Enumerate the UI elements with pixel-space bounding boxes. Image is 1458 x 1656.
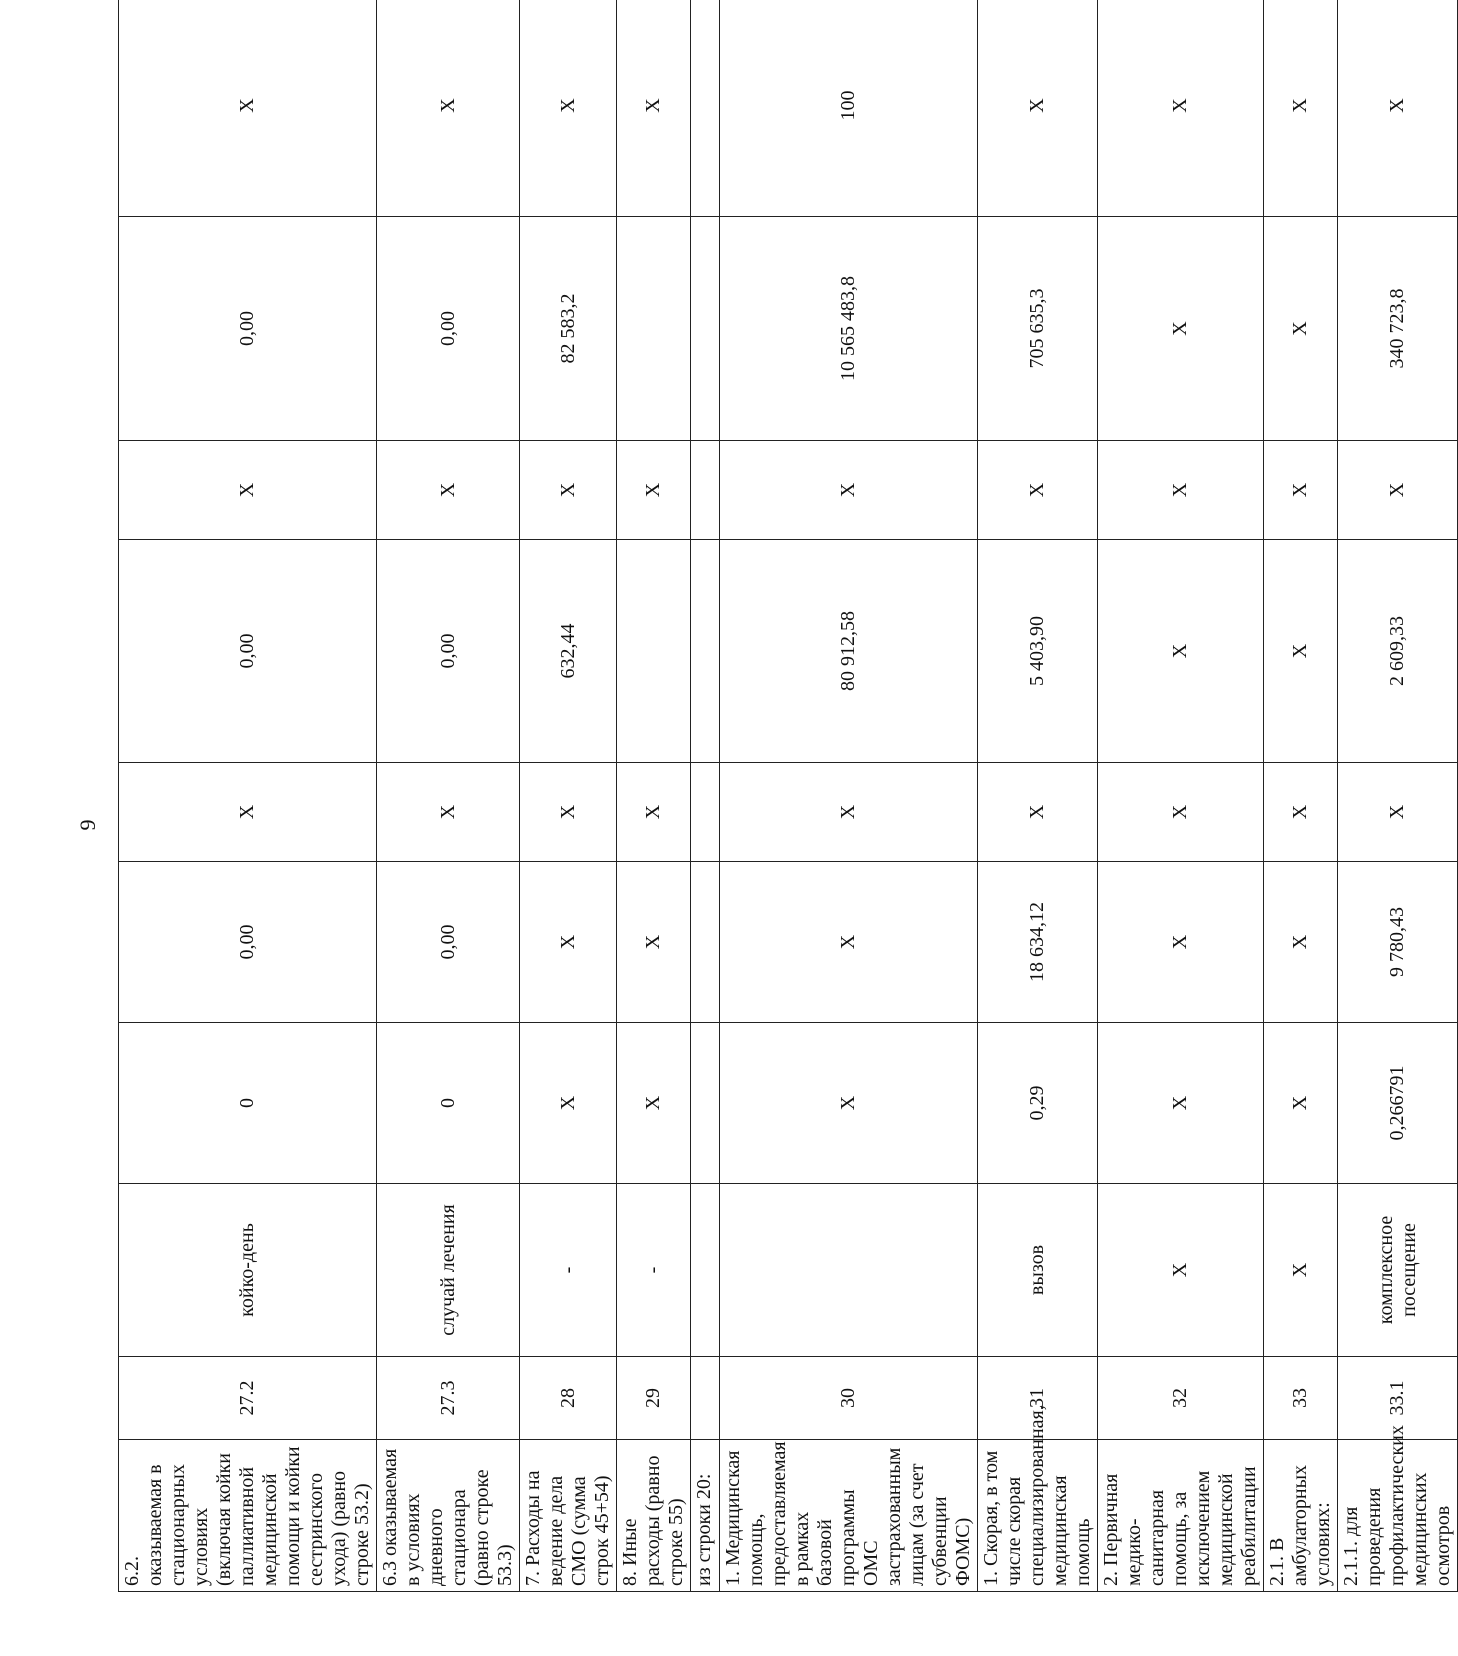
- table-cell: X: [617, 763, 691, 862]
- table-row: [1098, 0, 1264, 1592]
- row-label: 2.1. В амбулаторных условиях:: [1266, 1464, 1334, 1586]
- table-cell: [691, 217, 720, 441]
- row-label-cell: [1338, 1425, 1458, 1592]
- table-row: [1264, 0, 1338, 1592]
- table-cell: комплексное посещение: [1338, 1184, 1458, 1357]
- table-cell: X: [520, 441, 617, 540]
- table-cell: X: [1264, 441, 1338, 540]
- table-cell: 10 565 483,8: [720, 217, 978, 441]
- table-cell: 32: [1098, 1357, 1264, 1440]
- row-label-cell: [520, 1440, 617, 1592]
- table-cell: 0,266791: [1338, 1023, 1458, 1184]
- table-cell: -: [520, 1184, 617, 1357]
- table-cell: X: [377, 0, 520, 217]
- table-cell: 29: [617, 1357, 691, 1440]
- table-row: [520, 0, 617, 1592]
- table-cell: 27.2: [119, 1357, 377, 1440]
- table-cell: 340 723,8: [1338, 217, 1458, 441]
- table-cell: 2 609,33: [1338, 540, 1458, 763]
- table-cell: X: [520, 0, 617, 217]
- row-label-cell: [691, 1440, 720, 1592]
- table-cell: 0,29: [978, 1023, 1098, 1184]
- table-cell: X: [1264, 763, 1338, 862]
- row-label: 6.3 оказываемая в условиях дневного стационара (равно строке 53.3): [379, 1448, 516, 1586]
- table-cell: X: [1264, 0, 1338, 217]
- table-cell: X: [1098, 540, 1264, 763]
- table-cell: 0: [119, 1023, 377, 1184]
- table-cell: X: [978, 0, 1098, 217]
- table-cell: [691, 763, 720, 862]
- table-cell: X: [1098, 0, 1264, 217]
- row-label-cell: [617, 1440, 691, 1592]
- table-cell: X: [119, 0, 377, 217]
- row-label: 8. Иные расходы (равно строке 55): [619, 1455, 687, 1586]
- row-label-cell: [1098, 1440, 1264, 1592]
- table-cell: [617, 217, 691, 441]
- table-cell: X: [1264, 1023, 1338, 1184]
- table-cell: 27.3: [377, 1357, 520, 1440]
- table-cell: X: [1338, 763, 1458, 862]
- table-row: [1338, 0, 1458, 1592]
- table-row: [377, 0, 520, 1592]
- page-number: 9: [75, 819, 100, 831]
- table-cell: 100: [720, 0, 978, 217]
- table-cell: X: [520, 1023, 617, 1184]
- table-cell: X: [617, 0, 691, 217]
- table-cell: X: [520, 862, 617, 1023]
- table-cell: 9 780,43: [1338, 862, 1458, 1023]
- row-label-cell: [720, 1440, 978, 1592]
- table-cell: [720, 1184, 978, 1357]
- table-cell: 705 635,3: [978, 217, 1098, 441]
- table-cell: X: [617, 441, 691, 540]
- row-label: из строки 20:: [693, 1473, 715, 1586]
- row-label: 1. Скорая, в том числе скорая специализированная, медицинская помощь: [980, 1405, 1094, 1586]
- financing-table: [118, 0, 1458, 1592]
- table-cell: койко-день: [119, 1184, 377, 1357]
- table-row: [119, 0, 377, 1592]
- table-cell: 0,00: [377, 862, 520, 1023]
- table-cell: X: [1338, 441, 1458, 540]
- table-cell: X: [1098, 763, 1264, 862]
- table-cell: случай лечения: [377, 1184, 520, 1357]
- table-cell: X: [119, 763, 377, 862]
- table-cell: 0,00: [119, 862, 377, 1023]
- row-label: 6.2. оказываемая в стационарных условиях (включая койки паллиативной медицинской помощи и койки сестринского ухода) (равно строке 53.2): [121, 1446, 373, 1586]
- table-cell: 0,00: [377, 540, 520, 763]
- table-cell: 31: [978, 1357, 1098, 1440]
- table-cell: X: [978, 441, 1098, 540]
- table-cell: 30: [720, 1357, 978, 1440]
- table-cell: X: [617, 862, 691, 1023]
- table-cell: X: [1098, 862, 1264, 1023]
- row-label: 2. Первичная медико-санитарная помощь, за исключением медицинской реабилитации: [1100, 1466, 1260, 1586]
- table-row: [617, 0, 691, 1592]
- table-cell: X: [1098, 1184, 1264, 1357]
- table-cell: X: [720, 441, 978, 540]
- table-cell: X: [720, 1023, 978, 1184]
- table-cell: X: [119, 441, 377, 540]
- table-cell: X: [377, 441, 520, 540]
- table-cell: [617, 540, 691, 763]
- table-cell: 18 634,12: [978, 862, 1098, 1023]
- table-row: [978, 0, 1098, 1592]
- table-cell: X: [1264, 1184, 1338, 1357]
- table-cell: -: [617, 1184, 691, 1357]
- row-label: 2.1.1. для проведения профилактических медицинских осмотров: [1340, 1425, 1454, 1586]
- table-cell: X: [1264, 217, 1338, 441]
- table-cell: [691, 441, 720, 540]
- table-cell: X: [520, 763, 617, 862]
- table-cell: 28: [520, 1357, 617, 1440]
- table-cell: 5 403,90: [978, 540, 1098, 763]
- table-cell: X: [720, 763, 978, 862]
- table-cell: [691, 1357, 720, 1440]
- table-cell: [691, 0, 720, 217]
- row-label-cell: [978, 1405, 1098, 1592]
- table-cell: 0: [377, 1023, 520, 1184]
- table-cell: X: [617, 1023, 691, 1184]
- table-row: [720, 0, 978, 1592]
- table-cell: 0,00: [119, 217, 377, 441]
- table-cell: [691, 1023, 720, 1184]
- table-cell: 0,00: [377, 217, 520, 441]
- table-cell: X: [1098, 217, 1264, 441]
- table-cell: X: [1098, 1023, 1264, 1184]
- row-label: 7. Расходы на ведение дела СМО (сумма строк 45+54): [522, 1470, 613, 1586]
- row-label: 1. Медицинская помощь, предоставляемая в рамках базовой программы ОМС застрахованным лицам (за счет субвенции ФОМС): [722, 1441, 974, 1586]
- table-cell: X: [377, 763, 520, 862]
- table-cell: X: [1098, 441, 1264, 540]
- table-cell: X: [1264, 862, 1338, 1023]
- row-label-cell: [377, 1440, 520, 1592]
- table-cell: 632,44: [520, 540, 617, 763]
- table-cell: X: [1264, 540, 1338, 763]
- table-cell: 80 912,58: [720, 540, 978, 763]
- table-cell: [691, 1184, 720, 1357]
- table-cell: X: [720, 862, 978, 1023]
- table-row: [691, 0, 720, 1592]
- table-cell: 33.1: [1338, 1357, 1458, 1440]
- table-cell: 82 583,2: [520, 217, 617, 441]
- table-cell: [691, 540, 720, 763]
- table-cell: 0,00: [119, 540, 377, 763]
- row-label-cell: [1264, 1440, 1338, 1592]
- row-label-cell: [119, 1440, 377, 1592]
- table-cell: X: [978, 763, 1098, 862]
- table-cell: [691, 862, 720, 1023]
- table-cell: вызов: [978, 1184, 1098, 1357]
- table-cell: X: [1338, 0, 1458, 217]
- table-cell: 33: [1264, 1357, 1338, 1440]
